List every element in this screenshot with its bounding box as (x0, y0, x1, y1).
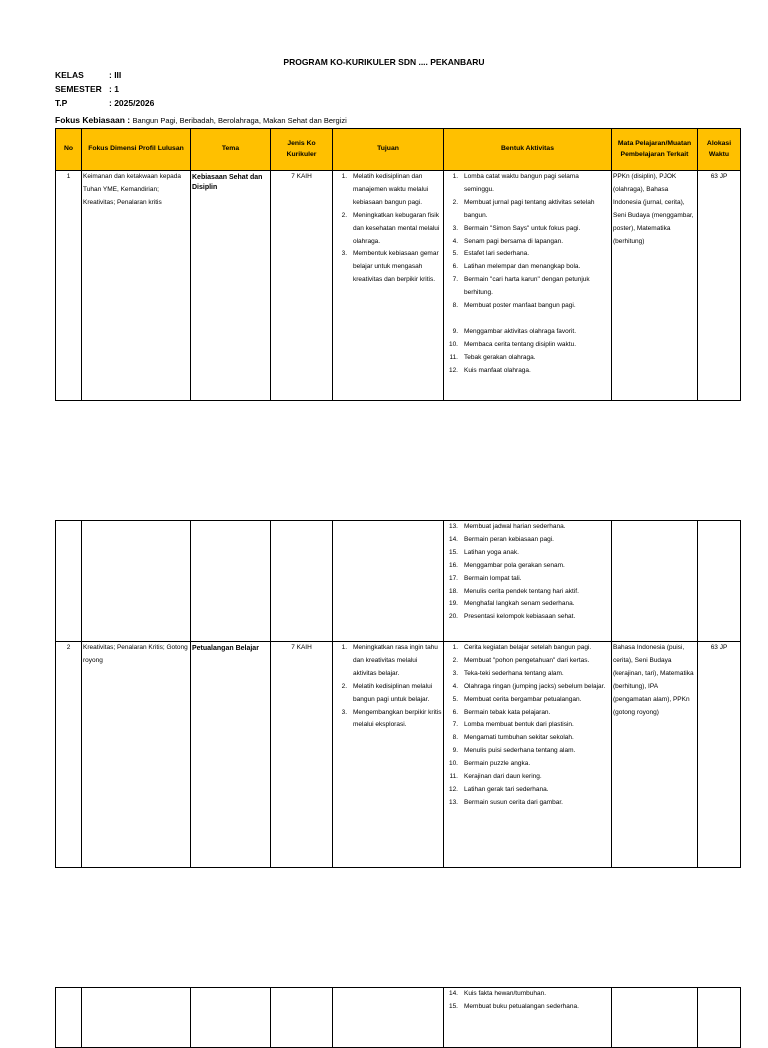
list-item-number: 8. (452, 302, 458, 310)
list-item-text: Membuat "pohon pengetahuan" dari kertas. (464, 656, 590, 664)
list-item-text: Bermain "Simon Says" untuk fokus pagi. (464, 224, 581, 232)
row-no: 1 (56, 171, 82, 401)
list-item-number: 6. (452, 263, 458, 271)
list-item (445, 274, 610, 300)
document-title: PROGRAM KO-KURIKULER SDN .... PEKANBARU (283, 57, 485, 67)
row-aktivitas-continued (444, 521, 612, 642)
header-dimensi: Fokus Dimensi Profil Lulusan (82, 129, 191, 171)
list-item-number: 2. (341, 211, 347, 219)
table-row (56, 171, 741, 401)
list-item-number: 4. (452, 237, 458, 245)
list-item-text: Menghafal langkah senam sederhana. (464, 600, 575, 608)
info-kelas (55, 69, 121, 82)
list-item-text: Mengamati tumbuhan sekitar sekolah. (464, 734, 574, 742)
table-row (56, 642, 741, 868)
list-item-number: 15. (448, 548, 458, 556)
list-item-text: Membuat cerita bergambar petualangan. (464, 695, 582, 703)
list-item (445, 521, 610, 534)
list-item-number: 9. (452, 747, 458, 755)
list-item-number: 19. (448, 600, 458, 608)
row-aktivitas-continued (444, 988, 612, 1048)
table-header-row (56, 129, 741, 171)
list-item (334, 642, 442, 681)
row-no: 2 (56, 642, 82, 868)
list-item-text: Tebak gerakan olahraga. (464, 353, 536, 361)
header-jenis: Jenis Ko Kurikuler (271, 129, 333, 171)
info-semester (55, 83, 119, 96)
row-dimensi: Keimanan dan ketakwaan kepada Tuhan YME, Kemandirian; Kreativitas; Penalaran kritis (82, 171, 191, 401)
row-aktivitas (444, 642, 612, 868)
list-item-text: Menggambar pola gerakan senam. (464, 561, 565, 569)
list-item-number: 2. (452, 198, 458, 206)
list-item (334, 210, 442, 249)
list-item-number: 1. (452, 173, 458, 180)
row-jenis: 7 KAIH (271, 642, 333, 868)
list-item-text: Mengembangkan berpikir kritis melalui eksplorasi. (353, 708, 442, 729)
fokus-label: Fokus Kebiasaan : (55, 115, 131, 125)
row-alokasi: 63 JP (698, 642, 741, 868)
list-item (445, 586, 610, 599)
list-item (445, 365, 610, 378)
list-item (445, 745, 610, 758)
list-item-number: 2. (341, 682, 347, 690)
header-no: No (56, 129, 82, 171)
list-item (445, 236, 610, 249)
list-item-number: 15. (448, 1002, 458, 1010)
row-dimensi: Kreativitas; Penalaran Kritis; Gotong royong (82, 642, 191, 868)
list-item-number: 17. (448, 574, 458, 582)
list-item (445, 223, 610, 236)
list-item (334, 707, 442, 733)
list-item-number: 5. (452, 250, 458, 258)
list-item-number: 16. (448, 561, 458, 569)
list-item-text: Kuis manfaat olahraga. (464, 366, 531, 374)
list-item-number: 13. (448, 798, 458, 806)
list-item-text: Bermain peran kebiasaan pagi. (464, 535, 554, 543)
list-item (445, 771, 610, 784)
list-item-number: 10. (448, 340, 458, 348)
list-item (445, 611, 610, 624)
info-value: : 2025/2026 (109, 98, 155, 108)
row-tujuan (333, 171, 444, 401)
list-item-text: Lomba membuat bentuk dari plastisin. (464, 721, 574, 729)
list-item-text: Estafet lari sederhana. (464, 250, 530, 258)
list-item-number: 18. (448, 587, 458, 595)
list-item (334, 171, 442, 210)
list-item-number: 20. (448, 613, 458, 621)
list-item (445, 560, 610, 573)
list-item (445, 547, 610, 560)
list-item-number: 7. (452, 276, 458, 284)
info-value: : 1 (109, 84, 119, 94)
list-item (445, 707, 610, 720)
list-item-number: 14. (448, 990, 458, 997)
info-label: SEMESTER (55, 84, 102, 94)
list-item-text: Melatih kedisiplinan melalui bangun pagi untuk belajar. (353, 682, 433, 703)
list-item-text: Menulis cerita pendek tentang hari aktif. (464, 587, 579, 595)
list-item (445, 694, 610, 707)
list-item (445, 642, 610, 655)
list-item-text: Latihan gerak tari sederhana. (464, 785, 549, 793)
row-mapel: PPKn (disiplin), PJOK (olahraga), Bahasa Indonesia (jurnal, cerita), Seni Budaya (menggambar, poster), Matematika (berhitung) (612, 171, 698, 401)
list-item-text: Membuat jurnal pagi tentang aktivitas setelah bangun. (464, 198, 595, 219)
list-item (445, 784, 610, 797)
list-item-number: 14. (448, 535, 458, 543)
list-item-number: 11. (449, 353, 458, 361)
list-item (445, 534, 610, 547)
list-item (445, 197, 610, 223)
program-table-page-1 (55, 128, 741, 401)
list-item (445, 598, 610, 611)
list-item (445, 339, 610, 352)
list-item-number: 2. (452, 656, 458, 664)
list-item (445, 1001, 610, 1014)
list-item-number: 13. (448, 523, 458, 530)
table-row-continued (56, 521, 741, 642)
list-item-text: Menulis puisi sederhana tentang alam. (464, 747, 576, 755)
list-item-text: Senam pagi bersama di lapangan. (464, 237, 564, 245)
list-item-number: 11. (449, 773, 458, 781)
list-item (445, 171, 610, 197)
list-item-text: Teka-teki sederhana tentang alam. (464, 669, 564, 677)
list-item (445, 248, 610, 261)
fokus-kebiasaan (55, 115, 347, 125)
list-item-number: 5. (452, 695, 458, 703)
fokus-value: Bangun Pagi, Beribadah, Berolahraga, Makan Sehat dan Bergizi (132, 116, 347, 125)
row-tujuan (333, 642, 444, 868)
list-item-number: 1. (452, 644, 458, 651)
info-value: : III (109, 70, 122, 80)
list-item-number: 3. (452, 224, 458, 232)
list-item (445, 261, 610, 274)
program-table-page-2 (55, 520, 741, 868)
row-tema: Petualangan Belajar (191, 642, 271, 868)
list-item (445, 719, 610, 732)
header-mapel: Mata Pelajaran/Muatan Pembelajaran Terkait (612, 129, 698, 171)
list-item (445, 732, 610, 745)
list-item-text: Menggambar aktivitas olahraga favorit. (464, 327, 577, 335)
table-row-continued (56, 988, 741, 1048)
list-item-text: Kerajinan dari daun kering. (464, 773, 542, 781)
list-item-number: 4. (452, 682, 458, 690)
list-item-text: Bermain "cari harta karun" dengan petunjuk berhitung. (464, 276, 590, 297)
list-item (445, 300, 610, 313)
row-aktivitas (444, 171, 612, 401)
list-item-number: 10. (448, 760, 458, 768)
header-tujuan: Tujuan (333, 129, 444, 171)
list-item-number: 1. (341, 644, 347, 651)
list-item-text: Membuat poster manfaat bangun pagi. (464, 302, 576, 310)
header-alokasi: Alokasi Waktu (698, 129, 741, 171)
list-item-text: Membuat buku petualangan sederhana. (464, 1002, 579, 1010)
list-item (445, 988, 610, 1001)
list-item (445, 655, 610, 668)
list-item-number: 6. (452, 708, 458, 716)
row-alokasi: 63 JP (698, 171, 741, 401)
list-item-text: Meningkatkan rasa ingin tahu dan kreativitas melalui aktivitas belajar. (353, 644, 438, 677)
list-item-text: Bermain lompat tali. (464, 574, 522, 582)
list-item-number: 3. (452, 669, 458, 677)
list-item-text: Membuat jadwal harian sederhana. (464, 523, 566, 530)
row-mapel: Bahasa Indonesia (puisi, cerita), Seni Budaya (kerajinan, tari), Matematika (berhitung), IPA (pengamatan alam), PPKn (gotong royong) (612, 642, 698, 868)
list-item (445, 326, 610, 339)
list-item-number: 12. (448, 785, 458, 793)
list-item-text: Latihan yoga anak. (464, 548, 519, 556)
list-item-text: Cerita kegiatan belajar setelah bangun pagi. (464, 644, 592, 651)
list-item (334, 248, 442, 287)
list-item (445, 668, 610, 681)
list-item-text: Bermain puzzle angka. (464, 760, 531, 768)
row-tema: Kebiasaan Sehat dan Disiplin (191, 171, 271, 401)
header-aktivitas: Bentuk Aktivitas (444, 129, 612, 171)
header-tema: Tema (191, 129, 271, 171)
list-item-text: Bermain susun cerita dari gambar. (464, 798, 563, 806)
list-item-number: 9. (452, 327, 458, 335)
list-item-number: 12. (448, 366, 458, 374)
list-item (334, 681, 442, 707)
list-item-text: Meningkatkan kebugaran fisik dan kesehatan mental melalui olahraga. (353, 211, 440, 245)
list-item (445, 352, 610, 365)
program-table-page-3 (55, 987, 741, 1048)
info-label: KELAS (55, 70, 84, 80)
list-item-number: 3. (341, 250, 347, 258)
info-label: T.P (55, 98, 68, 108)
list-item (445, 758, 610, 771)
list-item-number: 7. (452, 721, 458, 729)
row-jenis: 7 KAIH (271, 171, 333, 401)
list-item-text: Lomba catat waktu bangun pagi selama seminggu. (464, 173, 579, 193)
list-item (445, 573, 610, 586)
list-item-text: Bermain tebak kata pelajaran. (464, 708, 551, 716)
list-item-text: Latihan melempar dan menangkap bola. (464, 263, 581, 271)
list-item-number: 1. (341, 173, 347, 180)
list-item-text: Melatih kedisiplinan dan manajemen waktu melalui kebiasaan bangun pagi. (353, 173, 429, 206)
list-item (445, 797, 610, 810)
list-item (445, 681, 610, 694)
list-item-text: Membentuk kebiasaan gemar belajar untuk mengasah kreativitas dan berpikir kritis. (353, 250, 439, 284)
list-item-text: Kuis fakta hewan/tumbuhan. (464, 990, 547, 997)
list-item-text: Presentasi kelompok kebiasaan sehat. (464, 613, 576, 621)
info-tp (55, 97, 154, 110)
list-item-number: 8. (452, 734, 458, 742)
list-item-number: 3. (341, 708, 347, 716)
list-item-text: Membaca cerita tentang disiplin waktu. (464, 340, 577, 348)
list-item-text: Olahraga ringan (jumping jacks) sebelum belajar. (464, 682, 606, 690)
